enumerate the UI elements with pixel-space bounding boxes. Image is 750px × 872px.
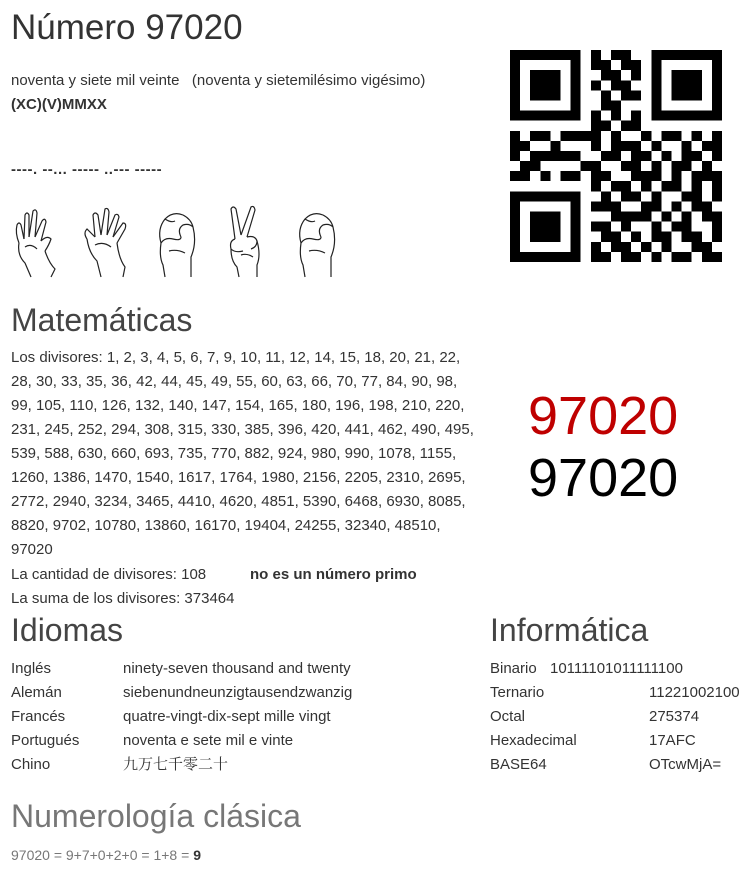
divisor-sum: La suma de los divisores: 373464: [11, 590, 235, 607]
language-value: ninety-seven thousand and twenty: [123, 660, 351, 677]
qr-code-icon: [510, 50, 722, 262]
base-label: BASE64: [490, 756, 547, 773]
sign-language-hand-0-icon: [291, 203, 341, 279]
big-number-black: 97020: [528, 448, 679, 508]
base-label: Octal: [490, 708, 526, 725]
base-label: Ternario: [490, 684, 545, 701]
morse-code: ----. --... ----- ..--- -----: [11, 161, 163, 178]
languages-heading: Idiomas: [11, 612, 124, 648]
base-label: Binario: [490, 660, 537, 677]
language-value: siebenundneunzigtausendzwanzig: [123, 684, 353, 701]
divisors-list: Los divisores: 1, 2, 3, 4, 5, 6, 7, 9, 10, 11, 12, 14, 15, 18, 20, 21, 22, 28, 30, 33, 35, 36, 42, 44, 45, 49, 55, 60, 63, 66, 70, 77, 84, 90, 98, 99, 105, 110, 126, 132, 140, 147, 154, 165, 180, 196, 198, 210, 220, 231, 245, 252, 294, 308, 315, 330, 385, 396, 420, 441, 462, 490, 495, 539, 588, 630, 660, 693, 735, 770, 882, 924, 980, 990, 1078, 1155, 1260, 1386, 1470, 1540, 1617, 1764, 1980, 2156, 2205, 2310, 2695, 2772, 2940, 3234, 3465, 4410, 4620, 4851, 5390, 6468, 6930, 8085, 8820, 9702, 10780, 13860, 16170, 19404, 24255, 32340, 48510, 97020: [11, 349, 474, 558]
base-value: 17AFC: [649, 732, 696, 749]
sign-language-hand-9-icon: [11, 203, 61, 279]
numerology-heading: Numerología clásica: [11, 798, 301, 834]
sign-language-hand-0-icon: [151, 203, 201, 279]
number-in-words: noventa y siete mil veinte (noventa y sietemilésimo vigésimo): [11, 72, 426, 89]
language-label: Francés: [11, 708, 66, 725]
page-title: Número 97020: [11, 8, 243, 47]
math-heading: Matemáticas: [11, 302, 193, 338]
base-value: 275374: [649, 708, 700, 725]
prime-status: no es un número primo: [250, 566, 417, 583]
roman-numeral: (XC)(V)MMXX: [11, 96, 107, 113]
language-label: Alemán: [11, 684, 62, 701]
divisor-count: La cantidad de divisores: 108: [11, 566, 207, 583]
language-value: quatre-vingt-dix-sept mille vingt: [123, 708, 331, 725]
language-value: noventa e sete mil e vinte: [123, 732, 294, 749]
big-number-red: 97020: [528, 386, 679, 446]
base-value: 10111101011111100: [550, 660, 683, 677]
base-value: 11221002100: [649, 684, 740, 701]
base-label: Hexadecimal: [490, 732, 577, 749]
sign-language-hands: [11, 203, 341, 279]
numerology-formula: [11, 844, 201, 866]
numerology-sum: 97020 = 9+7+0+2+0 = 1+8 =: [11, 847, 190, 863]
sign-language-hand-2-icon: [221, 203, 271, 279]
base-value: OTcwMjA=: [649, 756, 722, 773]
numerology-result: 9: [193, 847, 201, 863]
sign-language-hand-7-icon: [81, 203, 131, 279]
computing-heading: Informática: [490, 612, 649, 648]
language-label: Portugués: [11, 732, 80, 749]
language-label: Inglés: [11, 660, 52, 677]
language-value: 九万七千零二十: [123, 756, 229, 773]
language-label: Chino: [11, 756, 51, 773]
